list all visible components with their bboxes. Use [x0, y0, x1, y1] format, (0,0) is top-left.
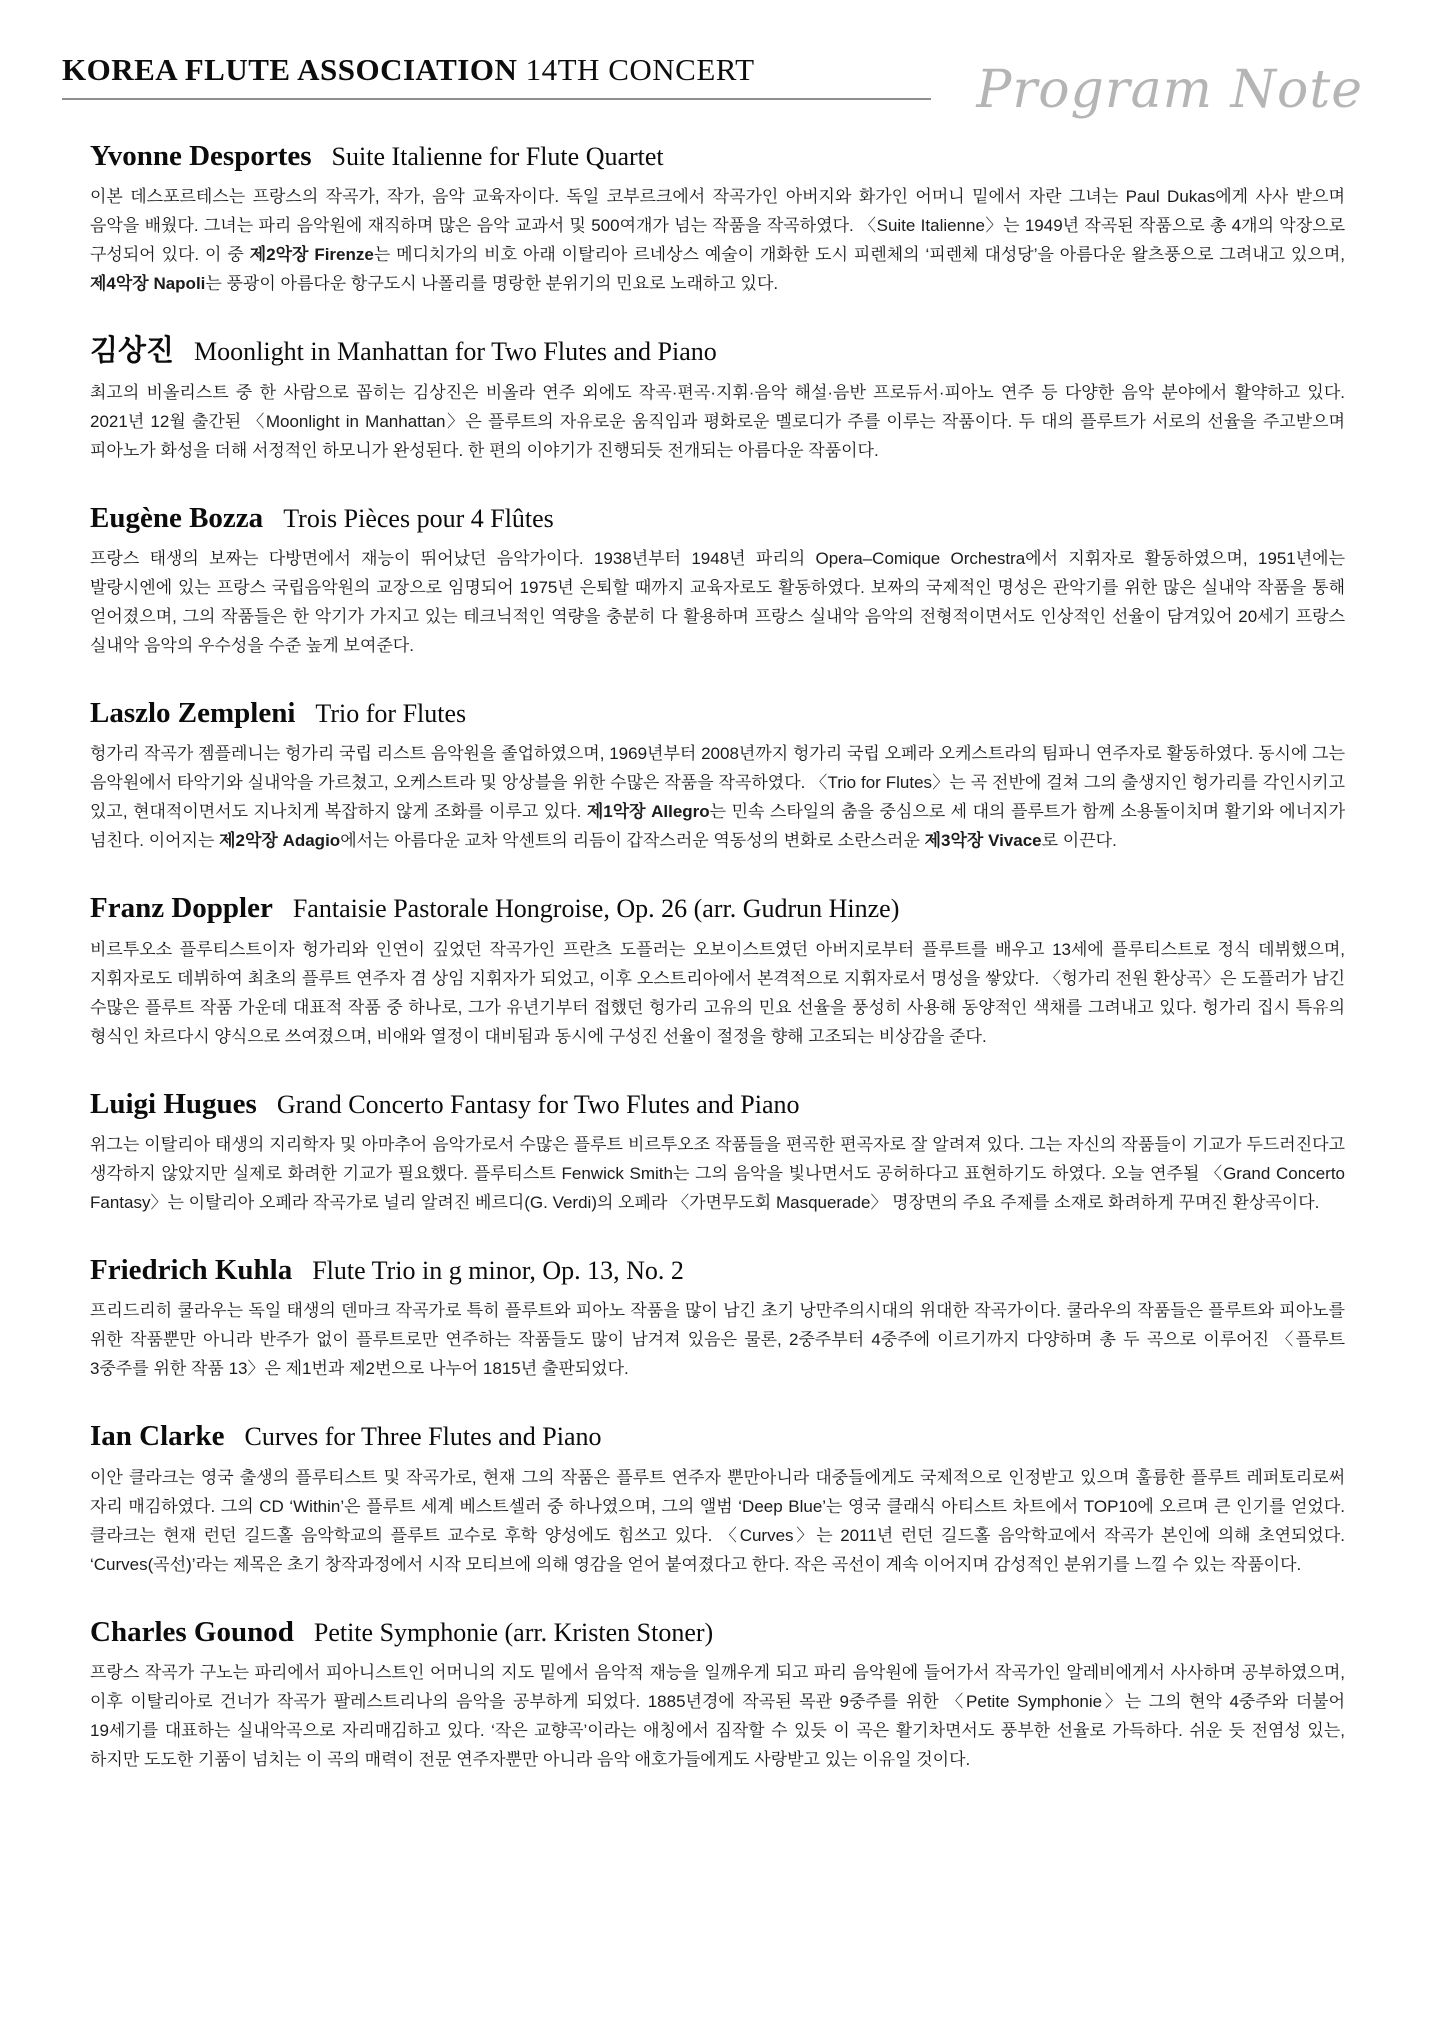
section-gounod — [90, 1616, 1345, 1774]
section-description: 프리드리히 쿨라우는 독일 태생의 덴마크 작곡가로 특히 플루트와 피아노 작품을 많이 남긴 초기 낭만주의시대의 위대한 작곡가이다. 쿨라우의 작품들은 플루트와 피아노를 위한 작품뿐만 아니라 반주가 없이 플루트로만 연주하는 작품들도 많이 남겨져 있음은 물론, 2중주부터 4중주에 이르기까지 다양하며 총 두 곡으로 이루어진 〈플루트 3중주를 위한 작품 13〉은 제1번과 제2번으로 나누어 1815년 출판되었다. — [90, 1301, 1345, 1379]
section-heading — [90, 502, 1345, 535]
composer-name: Ian Clarke — [90, 1420, 225, 1453]
program-content — [0, 100, 1433, 1834]
section-heading — [90, 335, 1345, 368]
page-title-sub: 14TH CONCERT — [517, 52, 755, 87]
composer-name: Franz Doppler — [90, 892, 273, 925]
piece-title: Trio for Flutes — [315, 699, 467, 729]
header-title-block — [62, 52, 931, 100]
composer-name: Charles Gounod — [90, 1615, 294, 1648]
section-heading — [90, 697, 1345, 730]
section-heading — [90, 1420, 1345, 1453]
section-desportes — [90, 140, 1345, 298]
piece-title: Grand Concerto Fantasy for Two Flutes and Piano — [276, 1089, 800, 1119]
piece-title: Moonlight in Manhattan for Two Flutes and Piano — [194, 337, 717, 367]
composer-name: Eugène Bozza — [90, 501, 264, 534]
section-kim-sangjin — [90, 335, 1345, 464]
section-heading — [90, 1254, 1345, 1287]
section-kuhla — [90, 1254, 1345, 1383]
section-heading — [90, 140, 1345, 173]
section-hugues — [90, 1088, 1345, 1217]
section-heading — [90, 1616, 1345, 1649]
composer-name: Luigi Hugues — [90, 1087, 257, 1120]
program-note-script-label: Program Note — [976, 60, 1363, 121]
composer-name: 김상진 — [90, 335, 175, 368]
piece-title: Curves for Three Flutes and Piano — [244, 1422, 602, 1452]
piece-title: Suite Italienne for Flute Quartet — [331, 142, 664, 171]
section-description: 위그는 이탈리아 태생의 지리학자 및 아마추어 음악가로서 수많은 플루트 비르투오조 작품들을 편곡한 편곡자로 잘 알려져 있다. 그는 자신의 작품들이 기교가 두드러진다고 생각하지 않았지만 실제로 화려한 기교가 필요했다. 플루티스트 Fenwick Smith는 그의 음악을 빛나면서도 공허하다고 표현하기도 하였다. 오늘 연주될 〈Grand Concerto Fantasy〉는 이탈리아 오페라 작곡가로 널리 알려진 베르디(G. Verdi)의 오페라 〈가면무도회 Masquerade〉 명장면의 주요 주제를 소재로 화려하게 꾸며진 환상곡이다. — [90, 1135, 1345, 1213]
composer-name: Yvonne Desportes — [90, 140, 312, 172]
composer-name: Laszlo Zempleni — [90, 697, 296, 730]
piece-title: Fantaisie Pastorale Hongroise, Op. 26 (arr. Gudrun Hinze) — [292, 894, 900, 924]
page-title-main: KOREA FLUTE ASSOCIATION — [62, 52, 518, 87]
piece-title: Flute Trio in g minor, Op. 13, No. 2 — [312, 1256, 684, 1286]
section-description: 헝가리 작곡가 젬플레니는 헝가리 국립 리스트 음악원을 졸업하였으며, 1969년부터 2008년까지 헝가리 국립 오페라 오케스트라의 팀파니 연주자로 활동하였다. 동시에 그는 음악원에서 타악기와 실내악을 가르쳤고, 오케스트라 및 앙상블을 위한 수많은 작품을 작곡하였다. 〈Trio for Flutes〉는 곡 전반에 걸쳐 그의 출생지인 헝가리를 각인시키고 있고, 현대적이면서도 지나치게 복잡하지 않게 조화를 이루고 있다. 제1악장 Allegro는 민속 스타일의 춤을 중심으로 세 대의 플루트가 함께 소용돌이치며 활기와 에너지가 넘친다. 이어지는 제2악장 Adagio에서는 아름다운 교차 악센트의 리듬이 갑작스러운 역동성의 변화로 소란스러운 제3악장 Vivace로 이끈다. — [90, 744, 1345, 851]
page-title — [62, 52, 931, 88]
section-description: 프랑스 작곡가 구노는 파리에서 피아니스트인 어머니의 지도 밑에서 음악적 재능을 일깨우게 되고 파리 음악원에 들어가서 작곡가인 알레비에게서 사사하며 공부하였으며, 이후 이탈리아로 건너가 작곡가 팔레스트리나의 음악을 공부하게 되었다. 1885년경에 작곡된 목관 9중주를 위한 〈Petite Symphonie〉는 그의 현악 4중주와 더불어 19세기를 대표하는 실내악곡으로 자리매김하고 있다. ‘작은 교향곡’이라는 애칭에서 짐작할 수 있듯 이 곡은 활기차면서도 풍부한 선율로 가득하다. 쉬운 듯 전염성 있는, 하지만 도도한 기품이 넘치는 이 곡의 매력이 전문 연주자뿐만 아니라 음악 애호가들에게도 사랑받고 있는 이유일 것이다. — [90, 1663, 1345, 1770]
section-heading — [90, 1088, 1345, 1121]
section-zempleni — [90, 697, 1345, 855]
section-description: 비르투오소 플루티스트이자 헝가리와 인연이 깊었던 작곡가인 프란츠 도플러는 오보이스트였던 아버지로부터 플루트를 배우고 13세에 플루티스트로 정식 데뷔했으며, 지휘자로도 데뷔하여 최초의 플루트 연주자 겸 상임 지휘자가 되었고, 이후 오스트리아에서 본격적으로 지휘자로서 명성을 쌓았다. 〈헝가리 전원 환상곡〉은 도플러가 남긴 수많은 플루트 작품 가운데 대표적 작품 중 하나로, 그가 유년기부터 접했던 헝가리 고유의 민요 선율을 풍성히 사용해 동양적인 색채를 그려내고 있다. 헝가리 집시 특유의 형식인 차르다시 양식으로 쓰여졌으며, 비애와 열정이 대비됨과 동시에 구성진 선율이 절정을 향해 고조되는 비상감을 준다. — [90, 939, 1345, 1046]
section-doppler — [90, 892, 1345, 1050]
piece-title: Petite Symphonie (arr. Kristen Stoner) — [313, 1617, 714, 1647]
section-heading — [90, 892, 1345, 925]
composer-name: Friedrich Kuhla — [90, 1254, 293, 1287]
page-header — [0, 0, 1433, 121]
piece-title: Trois Pièces pour 4 Flûtes — [283, 503, 554, 533]
section-description: 이안 클라크는 영국 출생의 플루티스트 및 작곡가로, 현재 그의 작품은 플루트 연주자 뿐만아니라 대중들에게도 국제적으로 인정받고 있으며 훌륭한 플루트 레퍼토리로써 자리 매김하였다. 그의 CD ‘Within’은 플루트 세계 베스트셀러 중 하나였으며, 그의 앨범 ‘Deep Blue’는 영국 클래식 아티스트 차트에서 TOP10에 오르며 큰 인기를 얻었다. 클라크는 현재 런던 길드홀 음악학교의 플루트 교수로 후학 양성에도 힘쓰고 있다. 〈Curves〉는 2011년 런던 길드홀 음악학교에서 작곡가 본인에 의해 초연되었다. ‘Curves(곡선)’라는 제목은 초기 창작과정에서 시작 모티브에 의해 영감을 얻어 붙여졌다고 한다. 작은 곡선이 계속 이어지며 감성적인 분위기를 느낄 수 있는 작품이다. — [90, 1467, 1345, 1574]
section-description: 프랑스 태생의 보짜는 다방면에서 재능이 뛰어났던 음악가이다. 1938년부터 1948년 파리의 Opera–Comique Orchestra에서 지휘자로 활동하였으며, 1951년에는 발랑시엔에 있는 프랑스 국립음악원의 교장으로 임명되어 1975년 은퇴할 때까지 교육자로도 활동하였다. 보짜의 국제적인 명성은 관악기를 위한 많은 실내악 작품을 통해 얻어졌으며, 그의 작품들은 한 악기가 가지고 있는 테크닉적인 역량을 충분히 다 활용하며 프랑스 실내악 음악의 전형적이면서도 인상적인 선율이 담겨있어 20세기 프랑스 실내악 음악의 우수성을 수준 높게 보여준다. — [90, 549, 1345, 656]
section-bozza — [90, 502, 1345, 660]
section-clarke — [90, 1420, 1345, 1578]
section-description: 최고의 비올리스트 중 한 사람으로 꼽히는 김상진은 비올라 연주 외에도 작곡·편곡·지휘·음악 해설·음반 프로듀서·피아노 연주 등 다양한 음악 분야에서 활약하고 있다. 2021년 12월 출간된 〈Moonlight in Manhattan〉은 플루트의 자유로운 움직임과 평화로운 멜로디가 주를 이루는 작품이다. 두 대의 플루트가 서로의 선율을 주고받으며 피아노가 화성을 더해 서정적인 하모니가 완성된다. 한 편의 이야기가 진행되듯 전개되는 아름다운 작품이다. — [90, 382, 1345, 460]
section-description: 이본 데스포르테스는 프랑스의 작곡가, 작가, 음악 교육자이다. 독일 코부르크에서 작곡가인 아버지와 화가인 어머니 밑에서 자란 그녀는 Paul Dukas에게 사사 받으며 음악을 배웠다. 그녀는 파리 음악원에 재직하며 많은 음악 교과서 및 500여개가 넘는 작품을 작곡하였다. 〈Suite Italienne〉는 1949년 작곡된 작품으로 총 4개의 악장으로 구성되어 있다. 이 중 제2악장 Firenze는 메디치가의 비호 아래 이탈리아 르네상스 예술이 개화한 도시 피렌체의 ‘피렌체 대성당’을 아름다운 왈츠풍으로 그려내고 있으며, 제4악장 Napoli는 풍광이 아름다운 항구도시 나폴리를 명랑한 분위기의 민요로 노래하고 있다. — [90, 187, 1345, 294]
